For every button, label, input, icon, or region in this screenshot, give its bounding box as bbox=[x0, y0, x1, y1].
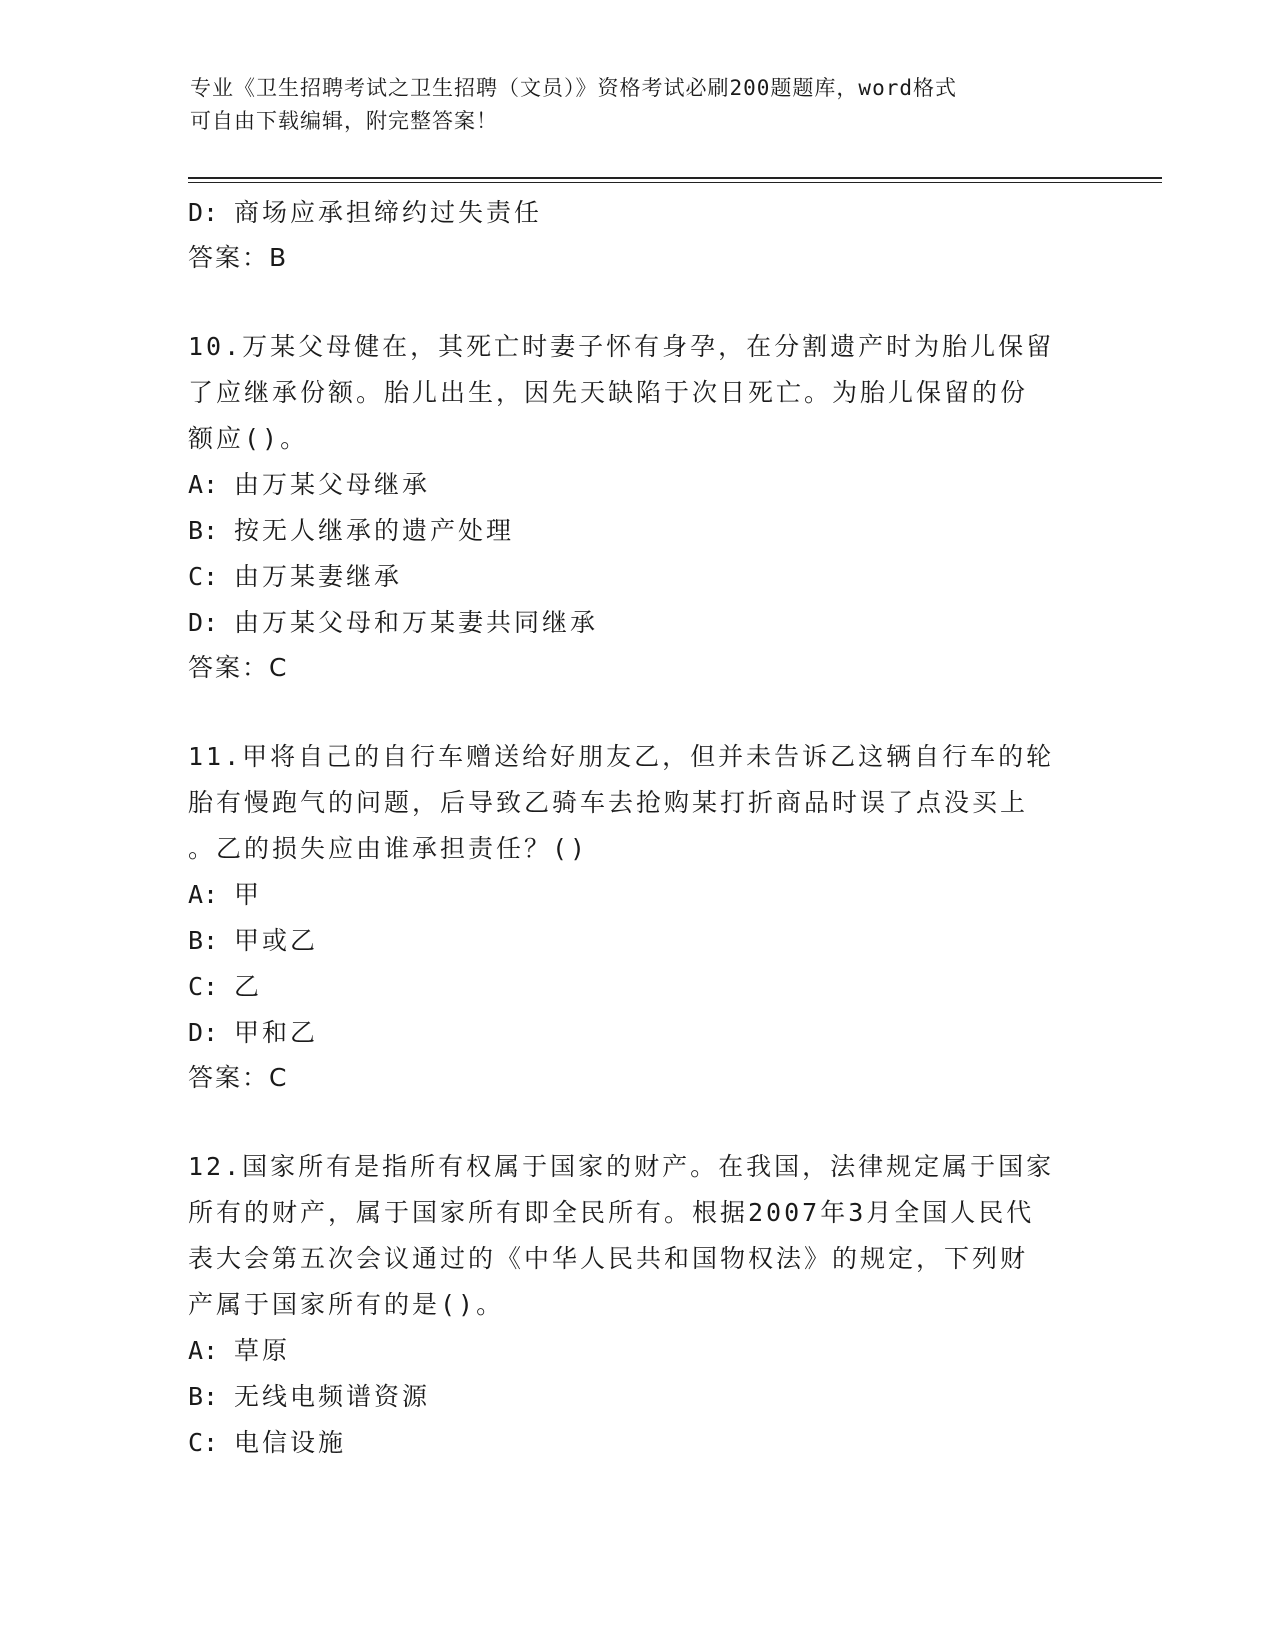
question-11 bbox=[188, 734, 1088, 1100]
q12-option-b: B: 无线电频谱资源 bbox=[188, 1382, 431, 1411]
q10-option-b: B: 按无人继承的遗产处理 bbox=[188, 516, 515, 545]
question-10 bbox=[188, 324, 1088, 690]
q10-option-d: D: 由万某父母和万某妻共同继承 bbox=[188, 608, 599, 637]
document-header bbox=[190, 72, 1090, 138]
q11-option-a: A: 甲 bbox=[188, 880, 263, 909]
q11-option-c: C: 乙 bbox=[188, 972, 263, 1001]
header-line-1: 专业《卫生招聘考试之卫生招聘（文员）》资格考试必刷200题题库，word格式 bbox=[190, 76, 957, 100]
q9-answer: 答案：B bbox=[188, 243, 289, 272]
q12-stem-line-1: 12.国家所有是指所有权属于国家的财产。在我国，法律规定属于国家 bbox=[188, 1152, 1055, 1181]
q11-stem-line-3: 。乙的损失应由谁承担责任？() bbox=[188, 834, 589, 863]
q12-stem-line-2: 所有的财产，属于国家所有即全民所有。根据2007年3月全国人民代 bbox=[188, 1198, 1035, 1227]
question-12 bbox=[188, 1144, 1088, 1466]
header-divider-thin bbox=[188, 182, 1162, 183]
q11-option-d: D: 甲和乙 bbox=[188, 1018, 319, 1047]
q11-answer: 答案：C bbox=[188, 1063, 289, 1092]
q10-stem-line-2: 了应继承份额。胎儿出生，因先天缺陷于次日死亡。为胎儿保留的份 bbox=[188, 378, 1029, 407]
q12-option-c: C: 电信设施 bbox=[188, 1428, 347, 1457]
q10-option-c: C: 由万某妻继承 bbox=[188, 562, 403, 591]
q10-stem-line-3: 额应()。 bbox=[188, 424, 309, 453]
q11-option-b: B: 甲或乙 bbox=[188, 926, 319, 955]
q10-stem-line-1: 10.万某父母健在，其死亡时妻子怀有身孕，在分割遗产时为胎儿保留 bbox=[188, 332, 1055, 361]
header-line-2: 可自由下载编辑，附完整答案！ bbox=[190, 109, 498, 133]
q12-stem-line-3: 表大会第五次会议通过的《中华人民共和国物权法》的规定，下列财 bbox=[188, 1244, 1029, 1273]
q10-answer: 答案：C bbox=[188, 653, 289, 682]
q11-stem-line-1: 11.甲将自己的自行车赠送给好朋友乙，但并未告诉乙这辆自行车的轮 bbox=[188, 742, 1055, 771]
q10-option-a: A: 由万某父母继承 bbox=[188, 470, 431, 499]
header-divider-thick bbox=[188, 177, 1162, 179]
q12-option-a: A: 草原 bbox=[188, 1336, 291, 1365]
question-content bbox=[188, 190, 1088, 1466]
q9-option-d: D: 商场应承担缔约过失责任 bbox=[188, 198, 543, 227]
q11-stem-line-2: 胎有慢跑气的问题，后导致乙骑车去抢购某打折商品时误了点没买上 bbox=[188, 788, 1029, 817]
q12-stem-line-4: 产属于国家所有的是()。 bbox=[188, 1290, 505, 1319]
